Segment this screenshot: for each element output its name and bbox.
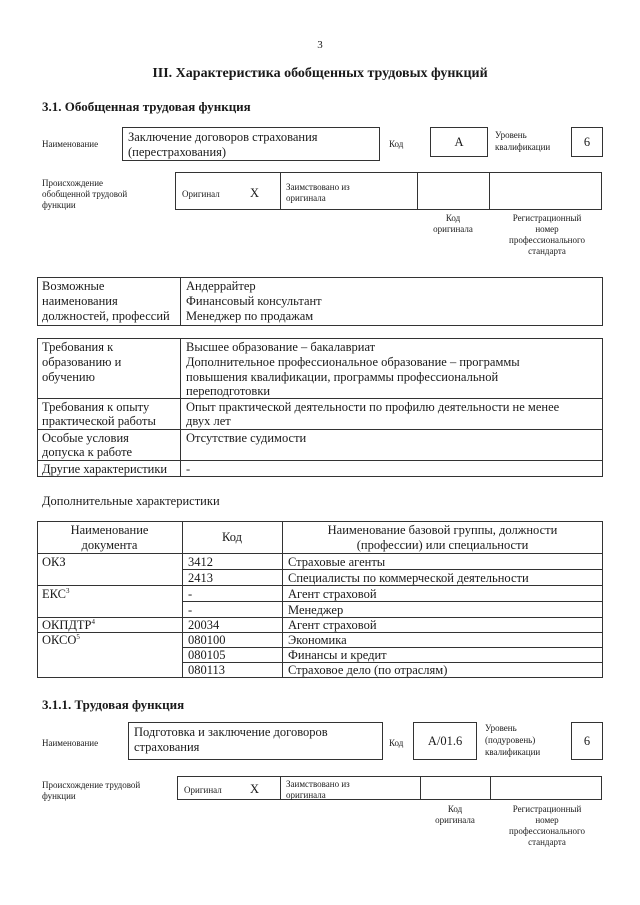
doc-okpdtr: ОКПДТР$^4$ [42,617,96,632]
gtf-cap-reg-4: стандарта [528,246,566,256]
tf-level-label-2: (подуровень) [485,735,536,745]
gtf-origin-label-1: Происхождение [42,178,104,188]
exp-value-1: Опыт практической деятельности по профилю деятельности не менее [186,400,560,414]
table-row-code: - [188,587,193,601]
exp-value-2: двух лет [186,414,231,428]
tf-cap-reg-2: номер [535,815,559,825]
table-row-name: Агент страховой [288,618,377,632]
positions-label-2: наименования [42,294,118,308]
table-row-name: Менеджер [288,603,344,617]
gtf-name-line2: (перестрахования) [128,145,227,159]
col-name-header-2: (профессии) или специальности [356,538,529,552]
cond-label-2: допуска к работе [42,445,133,459]
exp-label-1: Требования к опыту [42,400,150,414]
gtf-level-label-1: Уровень [495,130,527,140]
gtf-original-label: Оригинал [182,189,220,199]
tf-cap-reg-4: стандарта [528,837,566,847]
tf-cap-reg-3: профессионального [509,826,585,836]
tf-cap-reg-1: Регистрационный [512,804,582,814]
edu-label-3: обучению [42,370,95,384]
tf-borrowed-2: оригинала [286,790,326,800]
tf-level-label-1: Уровень [485,723,517,733]
tf-origin-label-2: функции [42,791,76,801]
table-row-name: Финансы и кредит [288,648,387,662]
table-row-name: Агент страховой [288,587,377,601]
table-row-name: Страховое дело (по отраслям) [288,663,448,677]
additional-heading: Дополнительные характеристики [42,494,220,508]
gtf-original-mark: X [250,186,260,200]
positions-label-3: должностей, профессий [42,309,170,323]
edu-value-4: переподготовки [186,384,271,398]
tf-original-label: Оригинал [184,785,222,795]
position-value: Андеррайтер [186,279,256,293]
gtf-borrowed-1: Заимствовано из [286,182,350,192]
table-row-code: 080100 [188,633,226,647]
cond-label-1: Особые условия [42,431,129,445]
tf-name-line2: страхования [134,740,200,754]
other-label: Другие характеристики [42,462,168,476]
gtf-origin-label-3: функции [42,200,76,210]
tf-origin-table [177,776,602,800]
gtf-cap-reg-2: номер [535,224,559,234]
tf-code-label: Код [389,738,404,748]
other-value: - [186,462,191,476]
edu-value-3: повышения квалификации, программы профессиональной [186,370,499,384]
tf-origin-label-1: Происхождение трудовой [42,780,141,790]
gtf-cap-code-2: оригинала [433,224,473,234]
tf-heading: 3.1.1. Трудовая функция [42,697,185,712]
positions-label-1: Возможные [42,279,105,293]
gtf-code-value: А [454,135,464,149]
section-title: III. Характеристика обобщенных трудовых функций [152,66,488,81]
doc-okz: ОКЗ [42,555,66,569]
gtf-level-label-2: квалификации [495,142,551,152]
tf-name-line1: Подготовка и заключение договоров [134,725,328,739]
table-row-name: Экономика [288,633,347,647]
edu-value-2: Дополнительное профессиональное образование – программы [186,355,520,369]
tf-original-mark: X [250,782,260,796]
gtf-origin-label-2: обобщенной трудовой [42,189,128,199]
table-row-name: Страховые агенты [288,555,386,569]
table-row-code: - [188,603,193,617]
tf-level-label-3: квалификации [485,747,541,757]
tf-cap-code-2: оригинала [435,815,475,825]
table-row-code: 20034 [188,618,220,632]
tf-level-value: 6 [583,734,591,748]
gtf-cap-code-1: Код [445,213,461,223]
table-row-code: 080105 [188,648,226,662]
doc-eks: ЕКС$^3$ [42,586,70,601]
position-value: Финансовый консультант [186,294,322,308]
edu-label-1: Требования к [42,340,114,354]
edu-label-2: образованию и [42,355,122,369]
table-row-code: 3412 [188,555,213,569]
col-code-header: Код [222,530,242,544]
table-row-code: 080113 [188,663,226,677]
gtf-heading: 3.1. Обобщенная трудовая функция [42,99,251,114]
table-row-name: Специалисты по коммерческой деятельности [288,571,529,585]
table-row-code: 2413 [188,571,213,585]
gtf-name-line1: Заключение договоров страхования [128,130,318,144]
tf-borrowed-1: Заимствовано из [286,779,350,789]
gtf-level-value: 6 [583,135,591,149]
col-name-header-1: Наименование базовой группы, должности [327,523,558,537]
tf-code-value: А/01.6 [427,734,463,748]
cond-value: Отсутствие судимости [186,431,307,445]
exp-label-2: практической работы [42,414,156,428]
gtf-cap-reg-3: профессионального [509,235,585,245]
col-doc-header-2: документа [81,538,138,552]
doc-okso: ОКСО$^5$ [42,632,80,647]
gtf-code-label: Код [389,139,404,149]
gtf-origin-table [175,172,602,210]
gtf-cap-reg-1: Регистрационный [512,213,582,223]
gtf-name-label: Наименование [42,139,99,149]
edu-value-1: Высшее образование – бакалавриат [186,340,376,354]
tf-cap-code-1: Код [447,804,463,814]
page-number: 3 [317,39,323,51]
position-value: Менеджер по продажам [186,309,314,323]
gtf-borrowed-2: оригинала [286,193,326,203]
col-doc-header-1: Наименование [70,523,149,537]
tf-name-label: Наименование [42,738,99,748]
